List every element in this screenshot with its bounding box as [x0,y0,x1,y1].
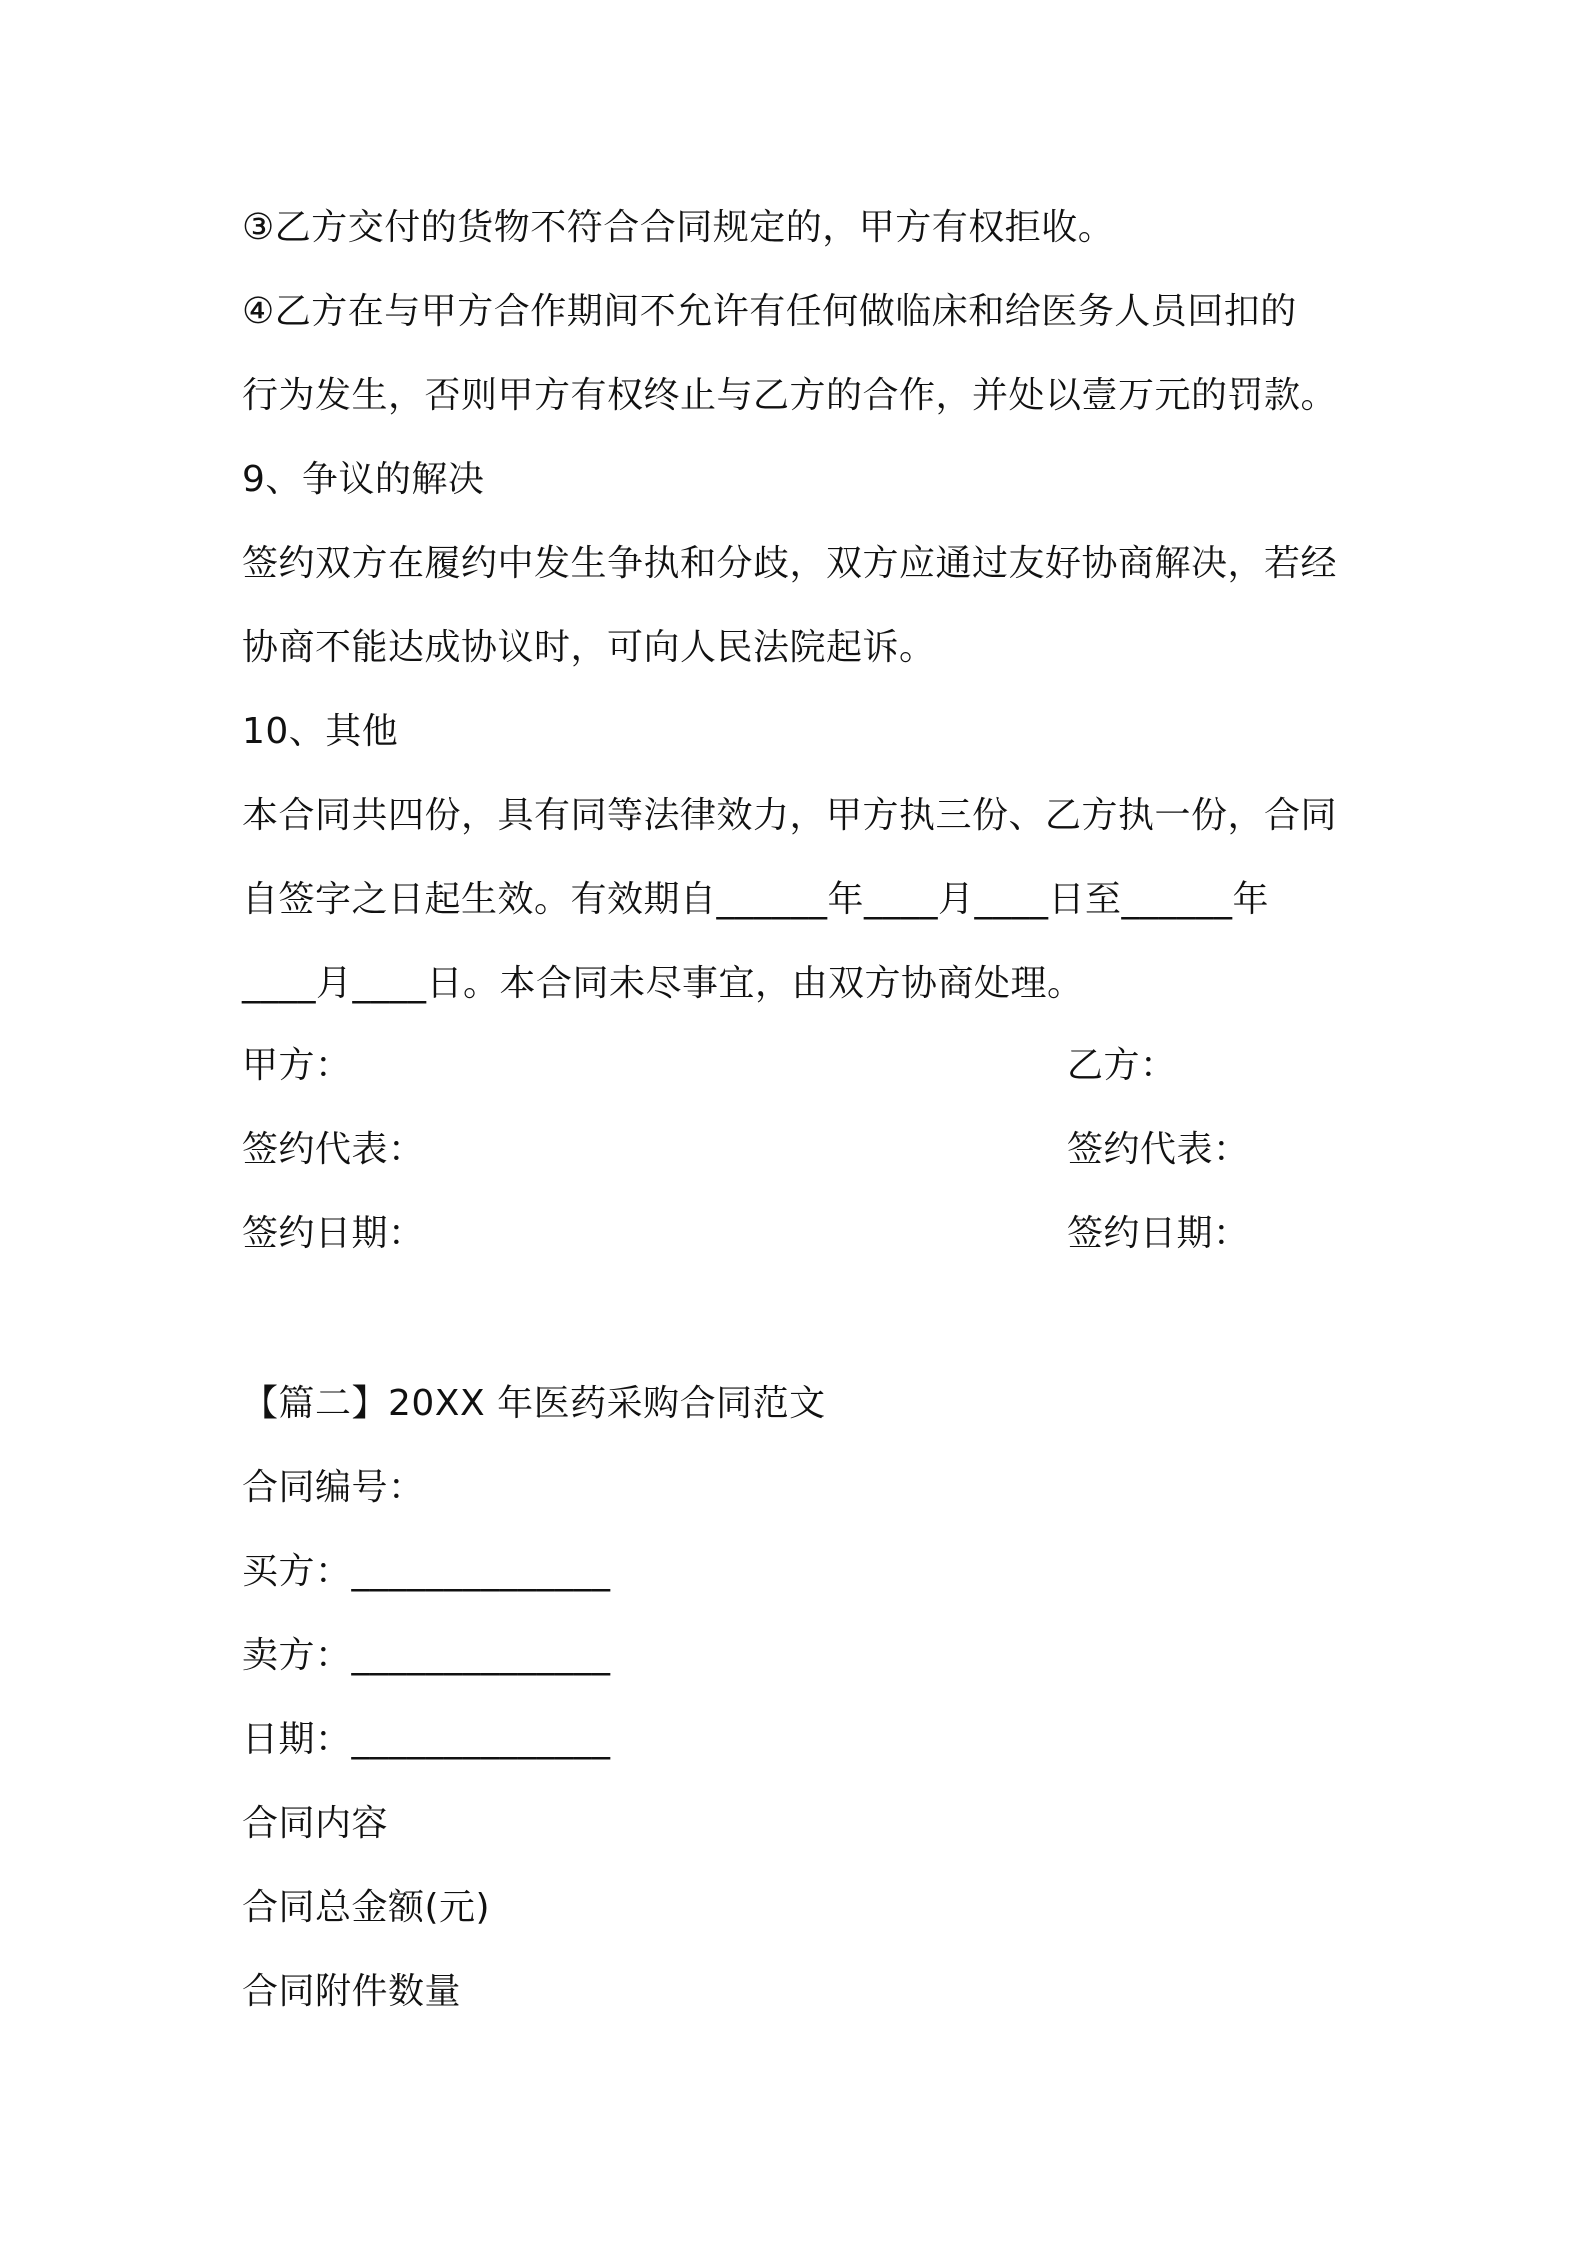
clause-8-item-4-line-1: ④乙方在与甲方合作期间不允许有任何做临床和给医务人员回扣的 [242,291,1297,332]
party-b-representative-label: 签约代表： [1067,1129,1250,1170]
buyer-field: 买方：______________ [242,1551,611,1592]
party-a-representative-label: 签约代表： [242,1129,425,1170]
party-a-date-label: 签约日期： [242,1213,425,1254]
contract-total-amount-label: 合同总金额(元) [242,1887,491,1928]
party-a-label: 甲方： [242,1045,352,1086]
contract-attachment-count-label: 合同附件数量 [242,1971,462,2012]
party-b-label: 乙方： [1067,1045,1177,1086]
clause-9-text-line-1: 签约双方在履约中发生争执和分歧，双方应通过友好协商解决，若经 [242,543,1338,584]
section-2-title: 【篇二】20XX 年医药采购合同范文 [242,1383,826,1424]
clause-9-text-line-2: 协商不能达成协议时，可向人民法院起诉。 [242,627,936,668]
clause-8-item-4-line-2: 行为发生，否则甲方有权终止与乙方的合作，并处以壹万元的罚款。 [242,375,1338,416]
party-b-date-label: 签约日期： [1067,1213,1250,1254]
seller-field: 卖方：______________ [242,1635,611,1676]
contract-content-label: 合同内容 [242,1803,389,1844]
clause-10-text-line-1: 本合同共四份，具有同等法律效力，甲方执三份、乙方执一份，合同 [242,795,1338,836]
clause-10-text-line-3: ____月____日。本合同未尽事宜，由双方协商处理。 [242,963,1084,1004]
clause-10-text-line-2: 自签字之日起生效。有效期自______年____月____日至______年 [242,879,1270,920]
date-field: 日期：______________ [242,1719,611,1760]
clause-9-heading: 9、争议的解决 [242,459,485,500]
clause-8-item-3: ③乙方交付的货物不符合合同规定的，甲方有权拒收。 [242,207,1115,248]
clause-10-heading: 10、其他 [242,711,399,752]
contract-number-label: 合同编号： [242,1467,425,1508]
